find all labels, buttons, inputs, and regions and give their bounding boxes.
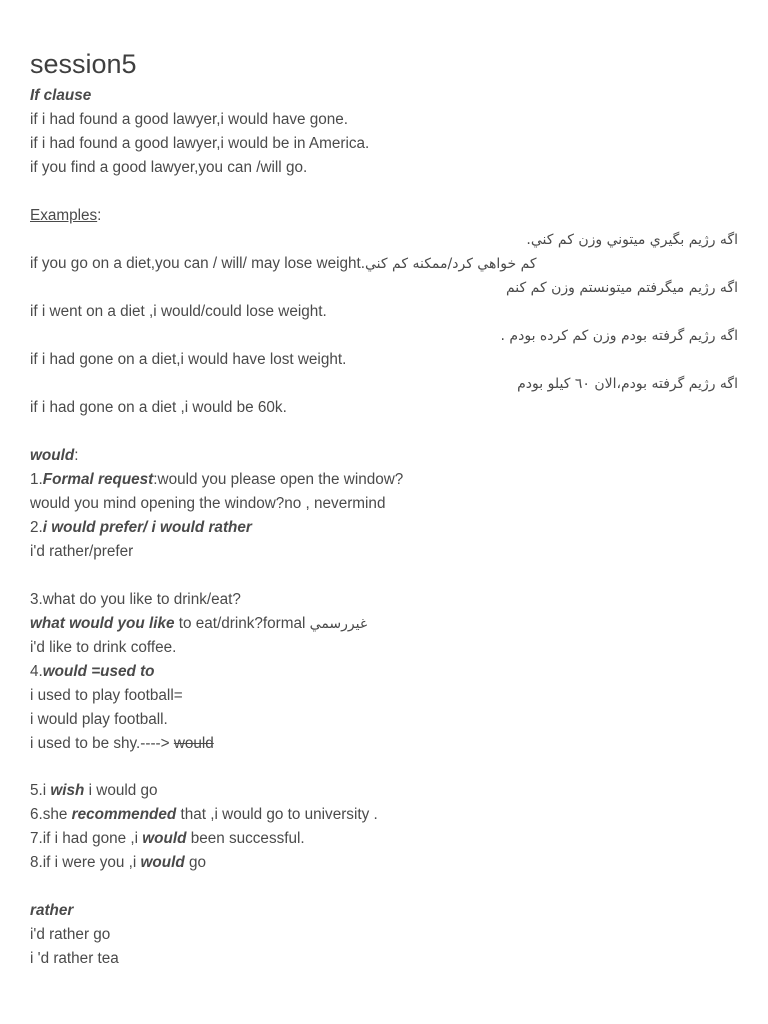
- would-item-4-line-4-text: i used to be shy.---->: [30, 735, 174, 752]
- example-3-english: if i had gone on a diet,i would have lost weight.: [30, 351, 347, 368]
- would-item-1: [30, 470, 738, 490]
- example-1-english: if you go on a diet,you can / will/ may lose weight.: [30, 255, 366, 272]
- examples-heading-line: [30, 206, 738, 226]
- rather-heading: rather: [30, 902, 74, 919]
- would-item-4-bold: would =used to: [42, 663, 155, 680]
- examples-heading: Examples: [30, 207, 98, 224]
- would-item-4-line-3: i would play football.: [30, 711, 168, 728]
- would-item-1-number: 1.: [30, 471, 43, 488]
- would-item-7-bold: would: [142, 830, 187, 847]
- would-item-4-number: 4.: [30, 663, 43, 680]
- would-item-3-line-2: [30, 614, 738, 634]
- would-item-4: [30, 662, 738, 682]
- would-item-5-rest: i would go: [84, 782, 158, 799]
- example-2-english: if i went on a diet ,i would/could lose weight.: [30, 303, 327, 320]
- would-item-8: [30, 853, 738, 873]
- would-item-4-strikethrough: would: [173, 735, 214, 752]
- would-item-5-bold: wish: [50, 782, 85, 799]
- would-item-3: 3.what do you like to drink/eat?: [30, 591, 241, 608]
- would-heading-line: [30, 446, 738, 466]
- would-item-3-persian: غيررسمي: [309, 616, 368, 632]
- would-item-3-text: to eat/drink?formal: [174, 615, 310, 632]
- would-item-6: [30, 805, 738, 825]
- rather-line-1: i'd rather go: [30, 926, 111, 943]
- would-item-2-number: 2.: [30, 519, 43, 536]
- would-item-8-text: 8.if i were you ,i: [30, 854, 141, 871]
- if-clause-line-2: if i had found a good lawyer,i would be in America.: [30, 135, 370, 152]
- would-item-4-line-2: i used to play football=: [30, 687, 183, 704]
- would-item-2: [30, 518, 738, 538]
- would-heading: would: [30, 447, 75, 464]
- if-clause-line-1: if i had found a good lawyer,i would have gone.: [30, 111, 349, 128]
- would-item-6-rest: that ,i would go to university .: [176, 806, 378, 823]
- page-title: session5: [30, 49, 137, 79]
- example-4-persian: اگه رژيم گرفته بودم،الان ٦٠ كيلو بودم: [517, 376, 738, 392]
- would-item-4-line-4: [30, 734, 738, 754]
- would-item-1-bold: Formal request: [42, 471, 154, 488]
- would-item-1-text: :would you please open the window?: [153, 471, 404, 488]
- would-item-3-line-3: i'd like to drink coffee.: [30, 639, 177, 656]
- would-colon: :: [74, 447, 79, 464]
- examples-colon: :: [97, 207, 102, 224]
- example-3-persian: اگه رژيم گرفته بودم وزن كم كرده بودم .: [500, 328, 738, 344]
- example-1-persian-tail: كم خواهي كرد/ممكنه كم كني: [365, 256, 537, 272]
- would-item-5-text: 5.i: [30, 782, 51, 799]
- would-item-7-text: 7.if i had gone ,i: [30, 830, 143, 847]
- example-2-persian: اگه رژيم ميگرفتم ميتونستم وزن كم كنم: [505, 280, 738, 296]
- rather-line-2: i 'd rather tea: [30, 950, 119, 967]
- would-item-2-bold: i would prefer/ i would rather: [42, 519, 252, 536]
- if-clause-heading: If clause: [30, 87, 92, 104]
- would-item-8-rest: go: [184, 854, 206, 871]
- example-4-english: if i had gone on a diet ,i would be 60k.: [30, 399, 287, 416]
- example-1-persian: اگه رژيم بگيري ميتوني وزن كم كني.: [526, 232, 738, 248]
- would-item-6-text: 6.she: [30, 806, 72, 823]
- example-1-english-line: [30, 254, 738, 274]
- would-item-2-line-2: i'd rather/prefer: [30, 543, 134, 560]
- if-clause-line-3: if you find a good lawyer,you can /will go.: [30, 159, 308, 176]
- would-item-1-line-2: would you mind opening the window?no , nevermind: [30, 495, 386, 512]
- would-item-7: [30, 829, 738, 849]
- would-item-6-bold: recommended: [71, 806, 177, 823]
- would-item-8-bold: would: [140, 854, 185, 871]
- would-item-7-rest: been successful.: [186, 830, 305, 847]
- would-item-3-bold: what would you like: [30, 615, 175, 632]
- would-item-5: [30, 781, 738, 801]
